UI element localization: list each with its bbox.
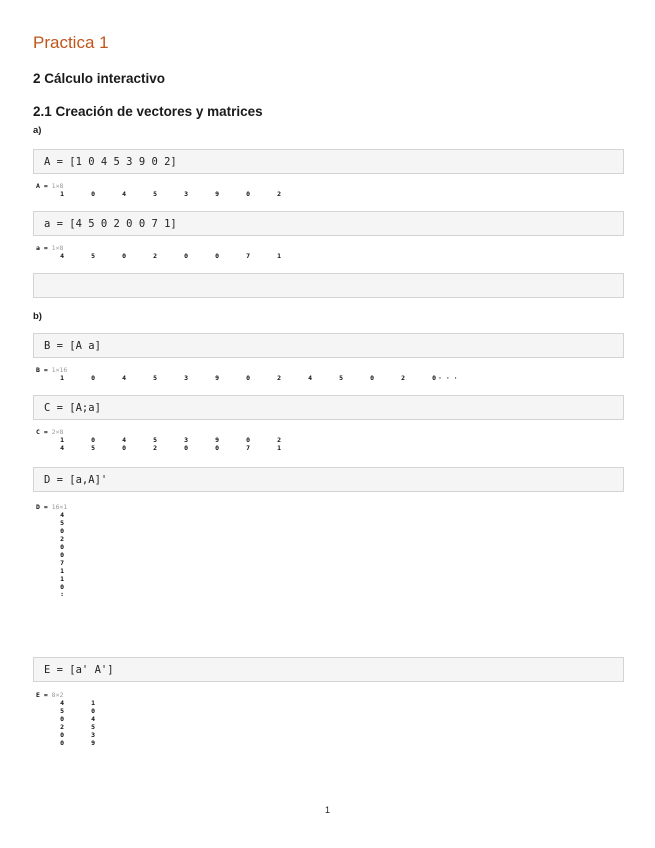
output-header [36, 182, 63, 190]
matrix-cell: 5 [339, 374, 343, 382]
output-header [36, 503, 67, 511]
code-cell-E[interactable]: E = [a' A'] [33, 657, 624, 682]
matrix-cell: 0 [60, 543, 64, 551]
output-size: 1×8 [51, 182, 64, 190]
output-size: 16×1 [51, 503, 68, 511]
matrix-cell: 0 [370, 374, 374, 382]
output-size: 1×16 [51, 366, 68, 374]
matrix-cell: 0 [432, 374, 436, 382]
matrix-cell: 9 [215, 374, 219, 382]
matrix-cell: 1 [277, 444, 281, 452]
code-cell-A[interactable]: A = [1 0 4 5 3 9 0 2] [33, 149, 624, 174]
output-header [36, 691, 63, 699]
output-equals: = [39, 366, 52, 374]
matrix-cell: 2 [60, 535, 64, 543]
matrix-cell: 0 [91, 190, 95, 198]
output-variable-name: B [36, 366, 40, 374]
matrix-cell: 0 [246, 374, 250, 382]
matrix-cell: 1 [277, 252, 281, 260]
matrix-cell: 2 [153, 444, 157, 452]
output-equals: = [39, 428, 52, 436]
matrix-cell: 4 [60, 252, 64, 260]
page-number: 1 [324, 805, 330, 815]
matrix-cell: 0 [60, 739, 64, 747]
matrix-cell: 1 [91, 699, 95, 707]
matrix-ellipsis: · · · [438, 374, 458, 382]
matrix-cell: 4 [60, 699, 64, 707]
matrix-cell: 4 [122, 190, 126, 198]
subsection-heading: 2.1 Creación de vectores y matrices [33, 104, 263, 119]
code-cell-B[interactable]: B = [A a] [33, 333, 624, 358]
matrix-cell: 2 [153, 252, 157, 260]
matrix-cell: 7 [60, 559, 64, 567]
matrix-cell: 0 [60, 583, 64, 591]
output-variable-name: D [36, 503, 40, 511]
matrix-cell: 0 [60, 551, 64, 559]
matrix-ellipsis: : [60, 590, 64, 598]
matrix-cell: 1 [60, 374, 64, 382]
matrix-cell: 3 [184, 374, 188, 382]
matrix-cell: 5 [91, 723, 95, 731]
matrix-cell: 3 [184, 436, 188, 444]
matrix-cell: 5 [153, 436, 157, 444]
matrix-cell: 1 [60, 190, 64, 198]
matrix-cell: 0 [184, 444, 188, 452]
code-cell-C[interactable]: C = [A;a] [33, 395, 624, 420]
output-header [36, 428, 63, 436]
matrix-cell: 1 [60, 575, 64, 583]
matrix-cell: 3 [184, 190, 188, 198]
matrix-cell: 0 [215, 444, 219, 452]
part-b-label: b) [33, 311, 42, 322]
matrix-cell: 0 [122, 252, 126, 260]
code-cell-a[interactable]: a = [4 5 0 2 0 0 7 1] [33, 211, 624, 236]
matrix-cell: 4 [122, 436, 126, 444]
matrix-cell: 0 [60, 715, 64, 723]
matrix-cell: 7 [246, 444, 250, 452]
matrix-cell: 0 [184, 252, 188, 260]
output-equals: = [39, 691, 52, 699]
output-equals: = [39, 182, 52, 190]
matrix-cell: 2 [277, 190, 281, 198]
matrix-cell: 5 [153, 374, 157, 382]
output-equals: = [39, 244, 52, 252]
matrix-cell: 4 [308, 374, 312, 382]
matrix-cell: 5 [60, 519, 64, 527]
output-header [36, 244, 63, 252]
output-variable-name: C [36, 428, 40, 436]
matrix-cell: 2 [277, 374, 281, 382]
matrix-cell: 9 [91, 739, 95, 747]
matrix-cell: 0 [215, 252, 219, 260]
output-size: 8×2 [51, 691, 64, 699]
output-variable-name: E [36, 691, 40, 699]
matrix-cell: 0 [60, 527, 64, 535]
output-variable-name: A [36, 182, 40, 190]
matrix-cell: 4 [60, 444, 64, 452]
output-size: 2×8 [51, 428, 64, 436]
matrix-cell: 4 [91, 715, 95, 723]
matrix-cell: 5 [91, 252, 95, 260]
matrix-cell: 1 [60, 567, 64, 575]
matrix-cell: 2 [277, 436, 281, 444]
matrix-cell: 9 [215, 190, 219, 198]
matrix-cell: 2 [401, 374, 405, 382]
matrix-cell: 0 [91, 374, 95, 382]
matrix-cell: 0 [91, 436, 95, 444]
output-equals: = [39, 503, 52, 511]
output-variable-name: a [36, 244, 40, 252]
page-title: Practica 1 [33, 33, 109, 52]
matrix-cell: 0 [122, 444, 126, 452]
matrix-cell: 9 [215, 436, 219, 444]
matrix-cell: 1 [60, 436, 64, 444]
matrix-cell: 4 [60, 511, 64, 519]
section-heading: 2 Cálculo interactivo [33, 71, 166, 86]
matrix-cell: 5 [91, 444, 95, 452]
matrix-cell: 7 [246, 252, 250, 260]
matrix-cell: 0 [246, 436, 250, 444]
output-header [36, 366, 67, 374]
matrix-cell: 0 [60, 731, 64, 739]
output-size: 1×8 [51, 244, 64, 252]
matrix-cell: 5 [60, 707, 64, 715]
code-cell-D[interactable]: D = [a,A]' [33, 467, 624, 492]
matrix-cell: 2 [60, 723, 64, 731]
code-cell-empty[interactable] [33, 273, 624, 298]
part-a-label: a) [33, 125, 42, 136]
matrix-cell: 3 [91, 731, 95, 739]
matrix-cell: 0 [91, 707, 95, 715]
matrix-cell: 4 [122, 374, 126, 382]
matrix-cell: 5 [153, 190, 157, 198]
matrix-cell: 0 [246, 190, 250, 198]
